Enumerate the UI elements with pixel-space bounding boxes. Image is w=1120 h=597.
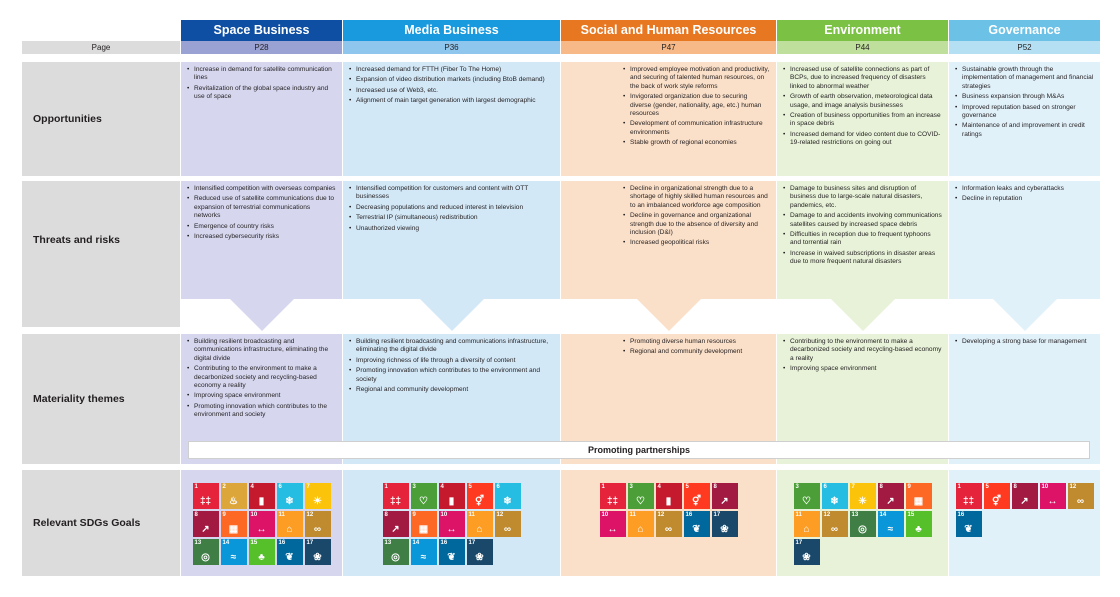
sdg-number: 12 [306, 512, 314, 518]
sdg-glyph-icon: ☀ [858, 496, 867, 507]
sdg-number: 11 [468, 512, 475, 518]
sdg-glyph-icon: ◎ [391, 552, 400, 563]
sdg-6-icon [277, 483, 303, 509]
sdg-glyph-icon: ↔ [1047, 496, 1058, 507]
sdg-glyph-icon: ↗ [720, 496, 729, 507]
threats-cell-gov [949, 181, 1100, 299]
list-item: • Invigorated organization due to securing diverse (gender, nationality, age, etc.) human resources [623, 93, 770, 118]
sdg-number: 8 [713, 484, 717, 490]
sdg-14-icon [411, 539, 437, 565]
column-header-space: Space Business [181, 20, 342, 41]
sdg-glyph-icon: ↗ [201, 524, 210, 535]
opportunities-cell-gov [949, 62, 1100, 176]
sdg-number: 11 [278, 512, 285, 518]
sdg-number: 11 [795, 512, 802, 518]
page-ref-gov[interactable]: P52 [949, 41, 1100, 54]
sdg-3-icon [411, 483, 437, 509]
sdg-icon-grid-gov [956, 483, 1094, 537]
list-item: • Difficulties in reception due to frequent typhoons and torrential rain [783, 231, 942, 248]
sdg-glyph-icon: ♡ [802, 496, 811, 507]
sdg-number: 7 [306, 484, 310, 490]
sdg-17-icon [712, 511, 738, 537]
list-item: • Building resilient broadcasting and communications infrastructure, eliminating the digital divide [187, 338, 336, 363]
sdg-number: 16 [685, 512, 693, 518]
sdg-16-icon [277, 539, 303, 565]
sdg-16-icon [956, 511, 982, 537]
sdg-cell-gov [949, 470, 1100, 576]
list-item: • Decline in governance and organizational strength due to the absence of diversity and inclusion (D&I) [623, 212, 770, 237]
sdg-glyph-icon: ♨ [229, 496, 238, 507]
list-item: • Growth of earth observation, meteorological data usage, and image analysis businesses [783, 93, 942, 110]
sdg-number: 10 [601, 512, 609, 518]
sdg-glyph-icon: ☀ [313, 496, 322, 507]
threats-list-gov [955, 185, 1094, 204]
sdg-1-icon [956, 483, 982, 509]
sdg-number: 11 [629, 512, 636, 518]
sdg-glyph-icon: ▮ [448, 496, 455, 507]
list-item: • Revitalization of the global space industry and use of space [187, 85, 336, 102]
sdg-cell-env [777, 470, 948, 576]
opportunities-cell-env [777, 62, 948, 176]
sdg-13-icon [850, 511, 876, 537]
list-item: • Reduced use of satellite communications due to expansion of terrestrial communications networks [187, 195, 336, 220]
sdg-number: 8 [194, 512, 198, 518]
threats-list-social [623, 185, 770, 248]
sdg-glyph-icon: ◎ [858, 524, 867, 535]
sdg-14-icon [221, 539, 247, 565]
list-item: • Business expansion through M&As [955, 93, 1094, 101]
sdg-icon-grid-space [193, 483, 331, 565]
sdg-number: 1 [194, 484, 198, 490]
sdg-glyph-icon: ▮ [258, 496, 265, 507]
sdg-glyph-icon: ♣ [915, 524, 922, 535]
sdg-7-icon [850, 483, 876, 509]
sdg-cell-space [181, 470, 342, 576]
sdg-number: 9 [907, 484, 911, 490]
sdg-13-icon [383, 539, 409, 565]
sdg-4-icon [249, 483, 275, 509]
sdg-number: 16 [278, 540, 286, 546]
sdg-icon-grid-media [383, 483, 521, 565]
opportunities-list-gov [955, 66, 1094, 139]
sdg-15-icon [906, 511, 932, 537]
list-item: • Increase in waived subscriptions in disaster areas due to more frequent natural disasters [783, 250, 942, 267]
sdg-number: 6 [278, 484, 282, 490]
sdg-number: 1 [384, 484, 388, 490]
threats-list-env [783, 185, 942, 267]
opportunities-cell-media [343, 62, 560, 176]
sdg-cell-social [561, 470, 776, 576]
sdg-glyph-icon: ↗ [391, 524, 400, 535]
list-item: • Improving space environment [783, 365, 942, 373]
sdg-number: 16 [440, 540, 448, 546]
sdg-12-icon [1068, 483, 1094, 509]
sdg-4-icon [656, 483, 682, 509]
sdg-number: 9 [412, 512, 416, 518]
sdg-17-icon [305, 539, 331, 565]
row-label-sdgs: Relevant SDGs Goals [22, 470, 180, 576]
column-header-gov: Governance [949, 20, 1100, 41]
sdg-number: 1 [957, 484, 961, 490]
down-arrow-icon [420, 299, 484, 331]
list-item: • Regional and community development [623, 348, 770, 356]
sdg-2-icon [221, 483, 247, 509]
list-item: • Development of communication infrastructure environments [623, 120, 770, 137]
sdg-3-icon [794, 483, 820, 509]
page-ref-media[interactable]: P36 [343, 41, 560, 54]
sdg-15-icon [249, 539, 275, 565]
sdg-glyph-icon: ∞ [313, 524, 322, 535]
list-item: • Emergence of country risks [187, 223, 336, 231]
sdg-11-icon [794, 511, 820, 537]
page-ref-social[interactable]: P47 [561, 41, 776, 54]
sdg-number: 17 [306, 540, 314, 546]
sdg-number: 8 [384, 512, 388, 518]
sdg-number: 13 [851, 512, 859, 518]
sdg-glyph-icon: ♡ [419, 496, 428, 507]
list-item: • Contributing to the environment to make a decarbonized society and recycling-based economy a reality [187, 365, 336, 390]
sdg-glyph-icon: ‡‡ [606, 496, 619, 507]
sdg-glyph-icon: ⚥ [691, 496, 702, 507]
sdg-number: 17 [795, 540, 803, 546]
sdg-8-icon [383, 511, 409, 537]
sdg-9-icon [221, 511, 247, 537]
list-item: • Improved reputation based on stronger governance [955, 104, 1094, 121]
threats-cell-social [561, 181, 776, 299]
list-item: • Improving richness of life through a diversity of content [349, 357, 554, 365]
sdg-5-icon [467, 483, 493, 509]
sdg-glyph-icon: ❄ [503, 496, 512, 507]
list-item: • Increased cybersecurity risks [187, 233, 336, 241]
threats-cell-space [181, 181, 342, 299]
sdg-number: 14 [222, 540, 230, 546]
sdg-5-icon [684, 483, 710, 509]
sdg-glyph-icon: ▮ [665, 496, 672, 507]
row-label-arrow-band [22, 299, 180, 327]
sdg-number: 5 [985, 484, 989, 490]
list-item: • Increased demand for video content due to COVID-19-related restrictions on going out [783, 131, 942, 148]
opportunities-list-space [187, 66, 336, 102]
sdg-10-icon [600, 511, 626, 537]
sdg-8-icon [878, 483, 904, 509]
list-item: • Improving space environment [187, 392, 336, 400]
sdg-glyph-icon: ❀ [313, 552, 322, 563]
sdg-1-icon [383, 483, 409, 509]
page-ref-space[interactable]: P28 [181, 41, 342, 54]
column-header-env: Environment [777, 20, 948, 41]
sdg-number: 5 [468, 484, 472, 490]
sdg-glyph-icon: ‡‡ [199, 496, 212, 507]
sdg-cell-media [343, 470, 560, 576]
sdg-17-icon [794, 539, 820, 565]
sdg-glyph-icon: ≈ [887, 524, 894, 535]
sdg-glyph-icon: ❀ [720, 524, 729, 535]
down-arrow-icon [831, 299, 895, 331]
sdg-glyph-icon: ⌂ [286, 524, 293, 535]
sdg-12-icon [822, 511, 848, 537]
sdg-number: 8 [1013, 484, 1017, 490]
sdg-glyph-icon: ❦ [447, 552, 456, 563]
list-item: • Intensified competition with overseas companies [187, 185, 336, 193]
sdg-8-icon [712, 483, 738, 509]
list-item: • Expansion of video distribution markets (including BtoB demand) [349, 76, 554, 84]
sdg-glyph-icon: ↗ [1020, 496, 1029, 507]
opportunities-cell-space [181, 62, 342, 176]
sdg-glyph-icon: ⌂ [476, 524, 483, 535]
partnership-bar: Promoting partnerships [188, 441, 1090, 459]
sdg-glyph-icon: ❦ [964, 524, 973, 535]
sdg-glyph-icon: ∞ [664, 524, 673, 535]
sdg-1-icon [600, 483, 626, 509]
column-header-social: Social and Human Resources [561, 20, 776, 41]
sdg-9-icon [411, 511, 437, 537]
materiality-list-env [783, 338, 942, 374]
list-item: • Decline in organizational strength due to a shortage of highly skilled human resources and to an imbalanced workforce age composition [623, 185, 770, 210]
row-label-threats: Threats and risks [22, 181, 180, 299]
sdg-number: 6 [823, 484, 827, 490]
sdg-glyph-icon: ‡‡ [962, 496, 975, 507]
sdg-6-icon [495, 483, 521, 509]
list-item: • Promoting diverse human resources [623, 338, 770, 346]
opportunities-cell-social [561, 62, 776, 176]
opportunities-list-social [623, 66, 770, 148]
sdg-number: 8 [879, 484, 883, 490]
sdg-16-icon [684, 511, 710, 537]
materiality-list-space [187, 338, 336, 420]
opportunities-list-env [783, 66, 942, 148]
sdg-number: 14 [879, 512, 887, 518]
sdg-number: 3 [795, 484, 799, 490]
sdg-10-icon [439, 511, 465, 537]
sdg-number: 1 [601, 484, 605, 490]
list-item: • Promoting innovation which contributes to the environment and society [349, 367, 554, 384]
sdg-glyph-icon: ▦ [228, 524, 239, 535]
sdg-number: 17 [713, 512, 721, 518]
sdg-icon-grid-social [600, 483, 738, 537]
list-item: • Increase in demand for satellite communication lines [187, 66, 336, 83]
sdg-13-icon [193, 539, 219, 565]
threats-cell-media [343, 181, 560, 299]
sdg-14-icon [878, 511, 904, 537]
sdg-12-icon [656, 511, 682, 537]
sdg-icon-grid-env [794, 483, 932, 565]
materiality-list-media [349, 338, 554, 394]
list-item: • Increased use of satellite connections as part of BCPs, due to increased frequency of disasters linked to abnormal weather [783, 66, 942, 91]
list-item: • Creation of business opportunities from an increase in space debris [783, 112, 942, 129]
sdg-number: 5 [685, 484, 689, 490]
sdg-number: 15 [907, 512, 915, 518]
sdg-1-icon [193, 483, 219, 509]
list-item: • Improved employee motivation and productivity, and securing of talented human resources, on the back of work style reforms [623, 66, 770, 91]
sdg-number: 7 [851, 484, 855, 490]
sdg-glyph-icon: ↔ [607, 524, 618, 535]
list-item: • Intensified competition for customers and content with OTT businesses [349, 185, 554, 202]
sdg-glyph-icon: ▦ [418, 524, 429, 535]
sdg-11-icon [467, 511, 493, 537]
list-item: • Increased use of Web3, etc. [349, 87, 554, 95]
sdg-glyph-icon: ≈ [420, 552, 427, 563]
sdg-number: 10 [440, 512, 448, 518]
list-item: • Promoting innovation which contributes to the environment and society [187, 403, 336, 420]
list-item: • Damage to and accidents involving communications satellites caused by increased space debris [783, 212, 942, 229]
threats-list-space [187, 185, 336, 241]
sdg-number: 13 [194, 540, 202, 546]
sdg-number: 12 [657, 512, 665, 518]
list-item: • Sustainable growth through the implementation of management and financial strategies [955, 66, 1094, 91]
sdg-glyph-icon: ↗ [886, 496, 895, 507]
sdg-glyph-icon: ∞ [830, 524, 839, 535]
threats-cell-env [777, 181, 948, 299]
row-label-opportunities: Opportunities [22, 62, 180, 176]
sdg-9-icon [906, 483, 932, 509]
page-row-label: Page [22, 41, 180, 54]
list-item: • Unauthorized viewing [349, 225, 554, 233]
sdg-10-icon [249, 511, 275, 537]
materiality-list-social [623, 338, 770, 357]
row-label-materiality: Materiality themes [22, 334, 180, 464]
sdg-5-icon [984, 483, 1010, 509]
sdg-12-icon [305, 511, 331, 537]
sdg-glyph-icon: ⚥ [991, 496, 1002, 507]
sdg-12-icon [495, 511, 521, 537]
sdg-glyph-icon: ♣ [258, 552, 265, 563]
sdg-number: 14 [412, 540, 420, 546]
list-item: • Information leaks and cyberattacks [955, 185, 1094, 193]
sdg-glyph-icon: ❄ [285, 496, 294, 507]
sdg-glyph-icon: ❀ [802, 552, 811, 563]
sdg-glyph-icon: ❦ [692, 524, 701, 535]
sdg-glyph-icon: ∞ [1076, 496, 1085, 507]
sdg-11-icon [628, 511, 654, 537]
sdg-glyph-icon: ❦ [285, 552, 294, 563]
sdg-8-icon [193, 511, 219, 537]
sdg-number: 3 [412, 484, 416, 490]
sdg-17-icon [467, 539, 493, 565]
opportunities-list-media [349, 66, 554, 106]
list-item: • Increased demand for FTTH (Fiber To The Home) [349, 66, 554, 74]
list-item: • Regional and community development [349, 386, 554, 394]
list-item: • Terrestrial IP (simultaneous) redistribution [349, 214, 554, 222]
list-item: • Developing a strong base for management [955, 338, 1094, 346]
sdg-number: 4 [250, 484, 254, 490]
sdg-glyph-icon: ❀ [475, 552, 484, 563]
sdg-number: 9 [222, 512, 226, 518]
sdg-number: 4 [657, 484, 661, 490]
sdg-glyph-icon: ≈ [230, 552, 237, 563]
sdg-number: 12 [823, 512, 831, 518]
sdg-number: 2 [222, 484, 226, 490]
sdg-number: 17 [468, 540, 476, 546]
column-header-media: Media Business [343, 20, 560, 41]
sdg-glyph-icon: ❄ [830, 496, 839, 507]
list-item: • Damage to business sites and disruption of business due to large-scale natural disasters, pandemics, etc. [783, 185, 942, 210]
list-item: • Decreasing populations and reduced interest in television [349, 204, 554, 212]
sdg-number: 6 [496, 484, 500, 490]
down-arrow-icon [637, 299, 701, 331]
list-item: • Maintenance of and improvement in credit ratings [955, 122, 1094, 139]
sdg-glyph-icon: ↔ [446, 524, 457, 535]
sdg-glyph-icon: ♡ [636, 496, 645, 507]
sdg-glyph-icon: ∞ [503, 524, 512, 535]
list-item: • Building resilient broadcasting and communications infrastructure, eliminating the digital divide [349, 338, 554, 355]
sdg-glyph-icon: ↔ [256, 524, 267, 535]
sdg-number: 16 [957, 512, 965, 518]
sdg-number: 13 [384, 540, 392, 546]
sdg-10-icon [1040, 483, 1066, 509]
down-arrow-icon [993, 299, 1057, 331]
sdg-glyph-icon: ⌂ [803, 524, 810, 535]
sdg-4-icon [439, 483, 465, 509]
sdg-number: 10 [1041, 484, 1049, 490]
sdg-16-icon [439, 539, 465, 565]
sdg-number: 12 [496, 512, 504, 518]
sdg-8-icon [1012, 483, 1038, 509]
list-item: • Contributing to the environment to make a decarbonized society and recycling-based economy a reality [783, 338, 942, 363]
sdg-number: 10 [250, 512, 258, 518]
sdg-glyph-icon: ⚥ [474, 496, 485, 507]
list-item: • Increased geopolitical risks [623, 239, 770, 247]
sdg-3-icon [628, 483, 654, 509]
sdg-number: 15 [250, 540, 258, 546]
sdg-glyph-icon: ‡‡ [389, 496, 402, 507]
threats-list-media [349, 185, 554, 233]
sdg-number: 3 [629, 484, 633, 490]
sdg-glyph-icon: ◎ [201, 552, 210, 563]
list-item: • Decline in reputation [955, 195, 1094, 203]
sdg-glyph-icon: ▦ [913, 496, 924, 507]
down-arrow-icon [230, 299, 294, 331]
sdg-number: 12 [1069, 484, 1077, 490]
sdg-glyph-icon: ⌂ [637, 524, 644, 535]
materiality-list-gov [955, 338, 1094, 346]
list-item: • Stable growth of regional economies [623, 139, 770, 147]
sdg-6-icon [822, 483, 848, 509]
page-ref-env[interactable]: P44 [777, 41, 948, 54]
list-item: • Alignment of main target generation with largest demographic [349, 97, 554, 105]
sdg-7-icon [305, 483, 331, 509]
sdg-number: 4 [440, 484, 444, 490]
sdg-11-icon [277, 511, 303, 537]
